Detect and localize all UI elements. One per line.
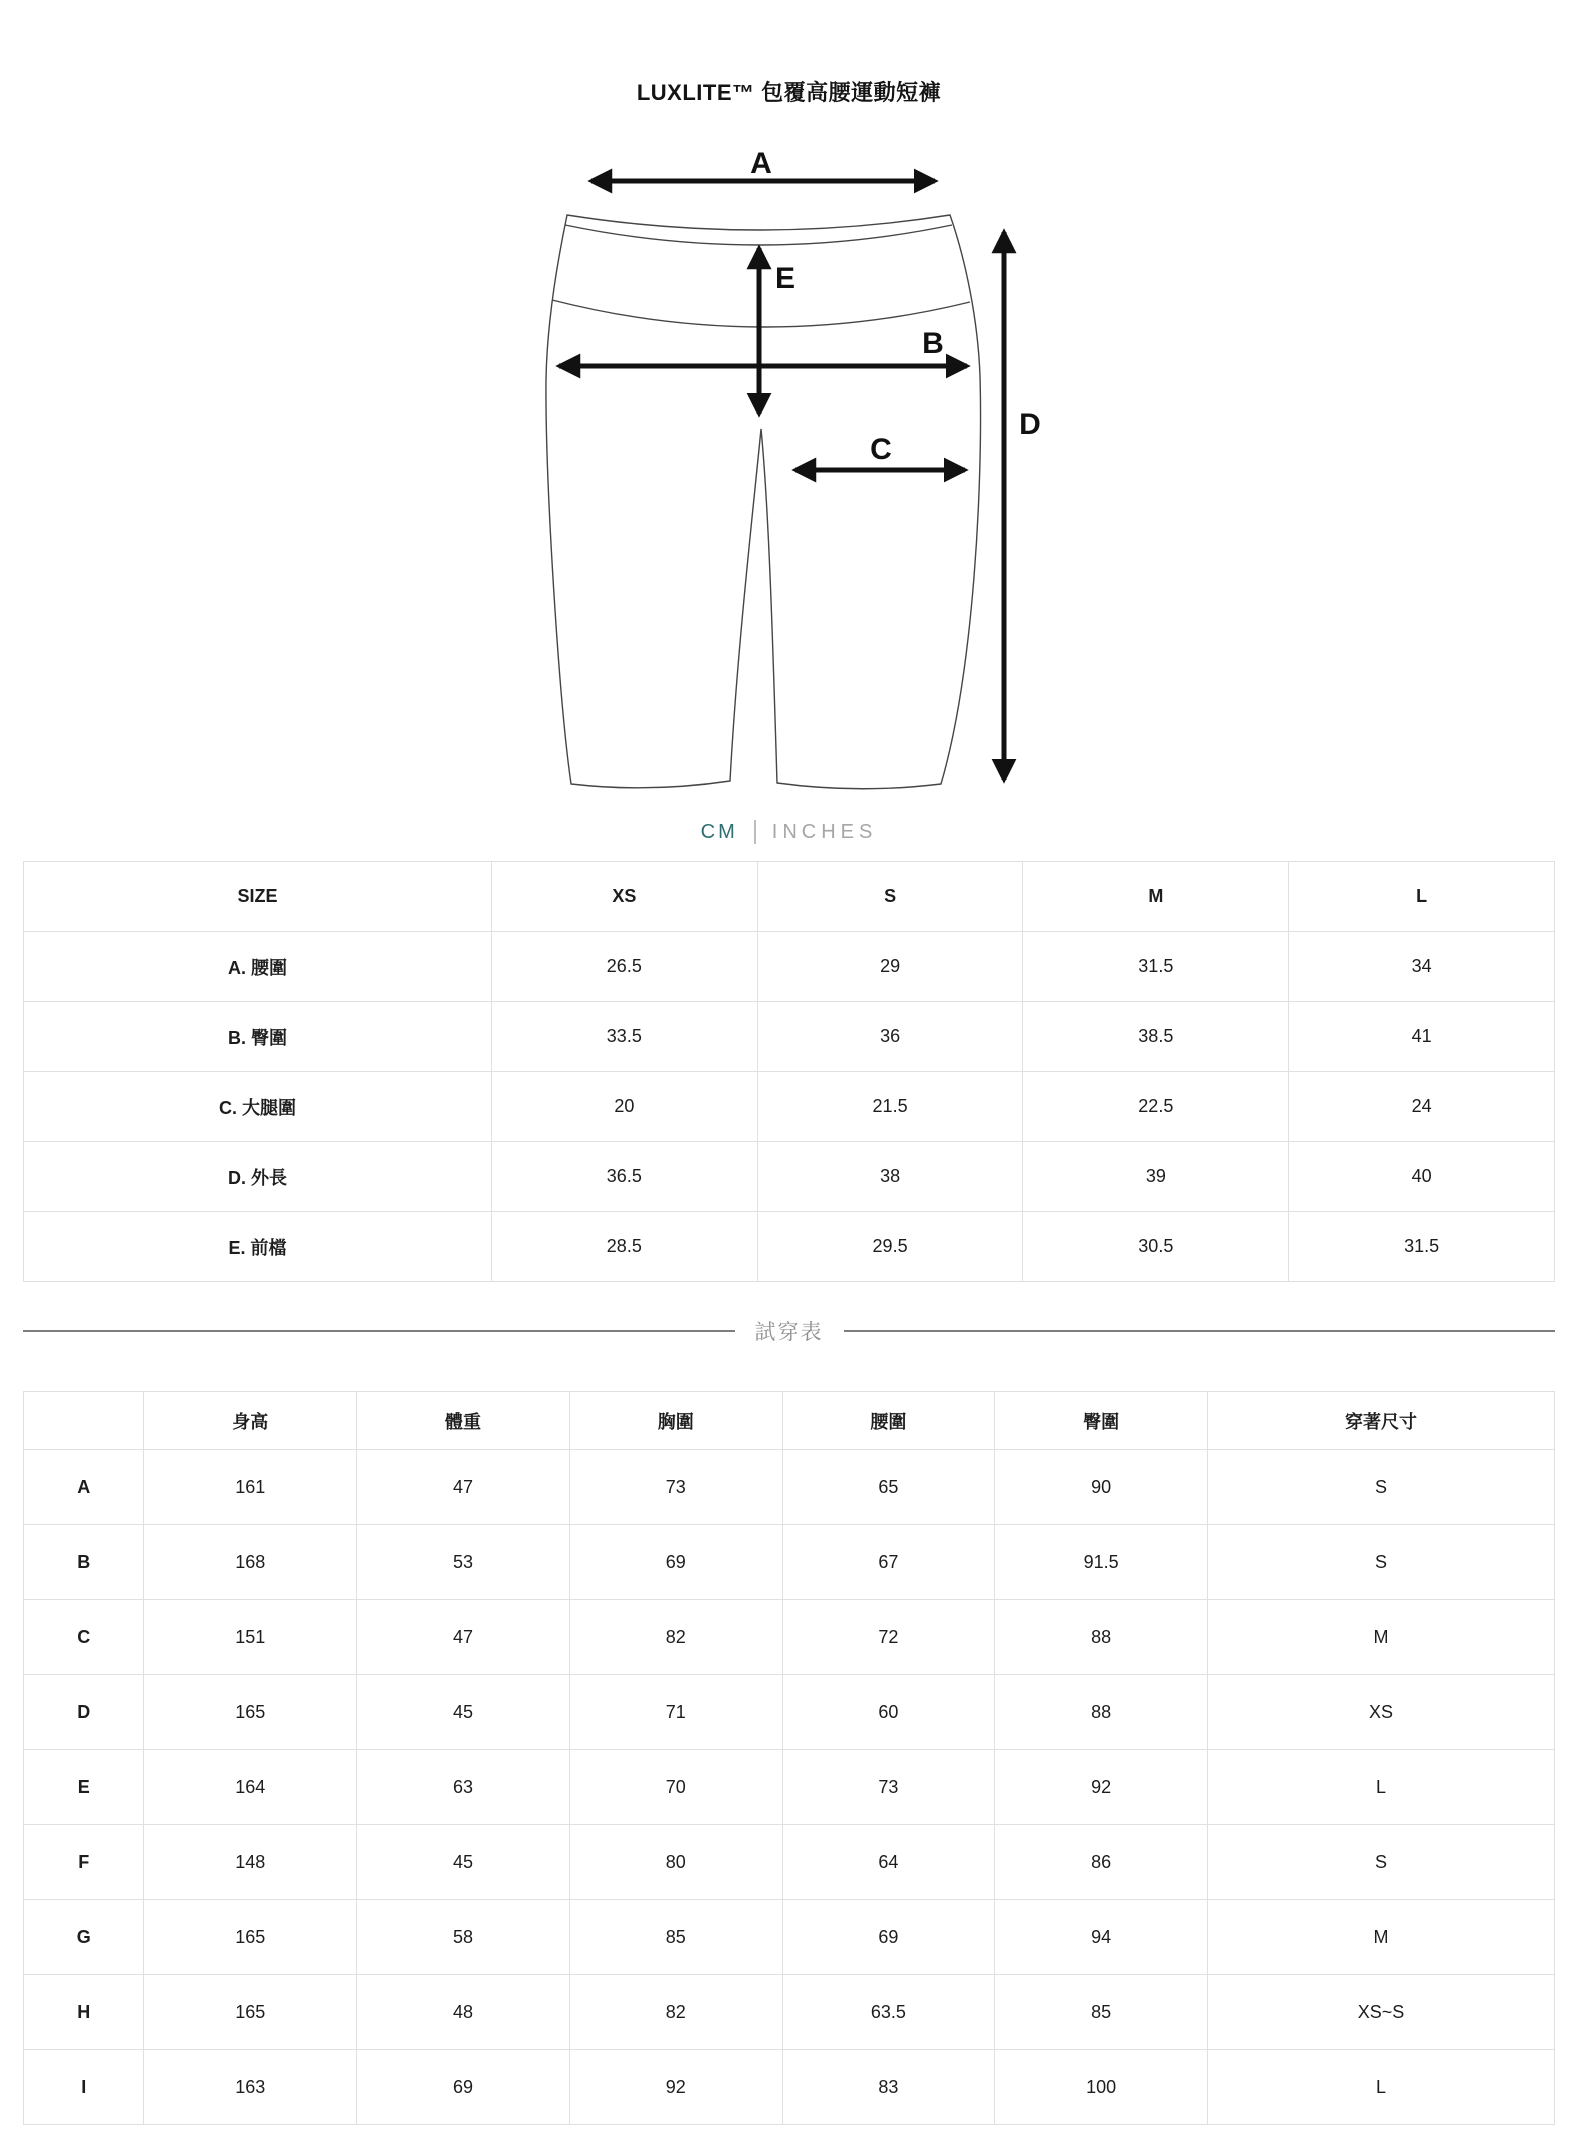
row-label: H (24, 1975, 144, 2050)
divider-line-right (844, 1330, 1556, 1332)
column-header: SIZE (24, 862, 492, 932)
column-header: 體重 (357, 1392, 570, 1450)
value-cell: 24 (1289, 1072, 1555, 1142)
value-cell: 85 (569, 1900, 782, 1975)
row-label: G (24, 1900, 144, 1975)
column-header: XS (491, 862, 757, 932)
value-cell: 100 (995, 2050, 1208, 2125)
table-row (24, 1750, 1555, 1825)
label-C: C (870, 433, 892, 466)
column-header: 臀圍 (995, 1392, 1208, 1450)
label-E: E (774, 262, 796, 295)
row-label: C. 大腿圍 (24, 1072, 492, 1142)
value-cell: 30.5 (1023, 1212, 1289, 1282)
value-cell: 73 (569, 1450, 782, 1525)
value-cell: 165 (144, 1675, 357, 1750)
value-cell: 88 (995, 1600, 1208, 1675)
value-cell: 47 (357, 1450, 570, 1525)
value-cell: 26.5 (491, 932, 757, 1002)
value-cell: S (1208, 1825, 1555, 1900)
fit-reference-table (23, 1391, 1555, 2125)
value-cell: XS~S (1208, 1975, 1555, 2050)
value-cell: 39 (1023, 1142, 1289, 1212)
value-cell: 65 (782, 1450, 995, 1525)
value-cell: 94 (995, 1900, 1208, 1975)
column-header: 胸圍 (569, 1392, 782, 1450)
value-cell: 34 (1289, 932, 1555, 1002)
row-label: E. 前檔 (24, 1212, 492, 1282)
value-cell: 151 (144, 1600, 357, 1675)
header-row (24, 862, 1555, 932)
value-cell: 38 (757, 1142, 1023, 1212)
value-cell: 36 (757, 1002, 1023, 1072)
value-cell: M (1208, 1600, 1555, 1675)
value-cell: 70 (569, 1750, 782, 1825)
value-cell: 69 (782, 1900, 995, 1975)
value-cell: 92 (995, 1750, 1208, 1825)
value-cell: 21.5 (757, 1072, 1023, 1142)
table-row (24, 932, 1555, 1002)
value-cell: 82 (569, 1600, 782, 1675)
value-cell: 31.5 (1289, 1212, 1555, 1282)
unit-toggle (23, 817, 1555, 847)
row-label: B (24, 1525, 144, 1600)
table-row (24, 1525, 1555, 1600)
table-row (24, 1002, 1555, 1072)
value-cell: 20 (491, 1072, 757, 1142)
column-header: 穿著尺寸 (1208, 1392, 1555, 1450)
value-cell: 92 (569, 2050, 782, 2125)
value-cell: 88 (995, 1675, 1208, 1750)
value-cell: 53 (357, 1525, 570, 1600)
unit-divider (754, 820, 756, 844)
value-cell: 165 (144, 1975, 357, 2050)
row-label: D (24, 1675, 144, 1750)
value-cell: 82 (569, 1975, 782, 2050)
value-cell: L (1208, 1750, 1555, 1825)
value-cell: 38.5 (1023, 1002, 1289, 1072)
value-cell: XS (1208, 1675, 1555, 1750)
value-cell: 48 (357, 1975, 570, 2050)
table-row (24, 2050, 1555, 2125)
row-label: E (24, 1750, 144, 1825)
value-cell: 29 (757, 932, 1023, 1002)
value-cell: 69 (357, 2050, 570, 2125)
table-row (24, 1825, 1555, 1900)
table-row (24, 1900, 1555, 1975)
unit-cm-button[interactable]: CM (700, 820, 738, 843)
value-cell: 31.5 (1023, 932, 1289, 1002)
value-cell: 165 (144, 1900, 357, 1975)
value-cell: 80 (569, 1825, 782, 1900)
row-label: A. 腰圍 (24, 932, 492, 1002)
measurement-labels (750, 147, 1041, 466)
value-cell: 60 (782, 1675, 995, 1750)
value-cell: 72 (782, 1600, 995, 1675)
label-A: A (750, 147, 772, 180)
value-cell: 163 (144, 2050, 357, 2125)
row-label: A (24, 1450, 144, 1525)
value-cell: L (1208, 2050, 1555, 2125)
value-cell: 161 (144, 1450, 357, 1525)
table-row (24, 1072, 1555, 1142)
value-cell: 45 (357, 1825, 570, 1900)
value-cell: 41 (1289, 1002, 1555, 1072)
row-label: I (24, 2050, 144, 2125)
value-cell: M (1208, 1900, 1555, 1975)
value-cell: 85 (995, 1975, 1208, 2050)
size-measurements-table (23, 861, 1555, 1282)
value-cell: 58 (357, 1900, 570, 1975)
divider-line-left (23, 1330, 735, 1332)
column-header: L (1289, 862, 1555, 932)
column-header: M (1023, 862, 1289, 932)
fit-section-title: 試穿表 (754, 1321, 824, 1344)
unit-inches-button[interactable]: INCHES (771, 820, 878, 843)
value-cell: 86 (995, 1825, 1208, 1900)
label-D: D (1019, 408, 1041, 441)
table-row (24, 1450, 1555, 1525)
value-cell: 83 (782, 2050, 995, 2125)
value-cell: 69 (569, 1525, 782, 1600)
value-cell: 168 (144, 1525, 357, 1600)
table-row (24, 1600, 1555, 1675)
value-cell: 47 (357, 1600, 570, 1675)
page-title: LUXLITE™ 包覆高腰運動短褲 (636, 80, 942, 105)
row-label: F (24, 1825, 144, 1900)
value-cell: 29.5 (757, 1212, 1023, 1282)
shorts-measurement-diagram (529, 141, 1049, 813)
row-label: D. 外長 (24, 1142, 492, 1212)
label-B: B (922, 327, 944, 360)
value-cell: 36.5 (491, 1142, 757, 1212)
shorts-diagram-svg (529, 141, 1049, 813)
column-header: 身高 (144, 1392, 357, 1450)
value-cell: 33.5 (491, 1002, 757, 1072)
row-label: B. 臀圍 (24, 1002, 492, 1072)
table-row (24, 1975, 1555, 2050)
value-cell: 63 (357, 1750, 570, 1825)
value-cell: 71 (569, 1675, 782, 1750)
value-cell: 148 (144, 1825, 357, 1900)
fit-section-divider (23, 1316, 1555, 1346)
column-header (24, 1392, 144, 1450)
value-cell: 73 (782, 1750, 995, 1825)
value-cell: 91.5 (995, 1525, 1208, 1600)
table-row (24, 1675, 1555, 1750)
shorts-outline (546, 215, 981, 789)
header-row (24, 1392, 1555, 1450)
value-cell: 64 (782, 1825, 995, 1900)
value-cell: S (1208, 1450, 1555, 1525)
value-cell: 28.5 (491, 1212, 757, 1282)
value-cell: 22.5 (1023, 1072, 1289, 1142)
value-cell: S (1208, 1525, 1555, 1600)
value-cell: 45 (357, 1675, 570, 1750)
value-cell: 63.5 (782, 1975, 995, 2050)
row-label: C (24, 1600, 144, 1675)
column-header: 腰圍 (782, 1392, 995, 1450)
value-cell: 90 (995, 1450, 1208, 1525)
value-cell: 40 (1289, 1142, 1555, 1212)
value-cell: 164 (144, 1750, 357, 1825)
column-header: S (757, 862, 1023, 932)
table-row (24, 1142, 1555, 1212)
value-cell: 67 (782, 1525, 995, 1600)
waistband-seam (565, 225, 952, 245)
table-row (24, 1212, 1555, 1282)
